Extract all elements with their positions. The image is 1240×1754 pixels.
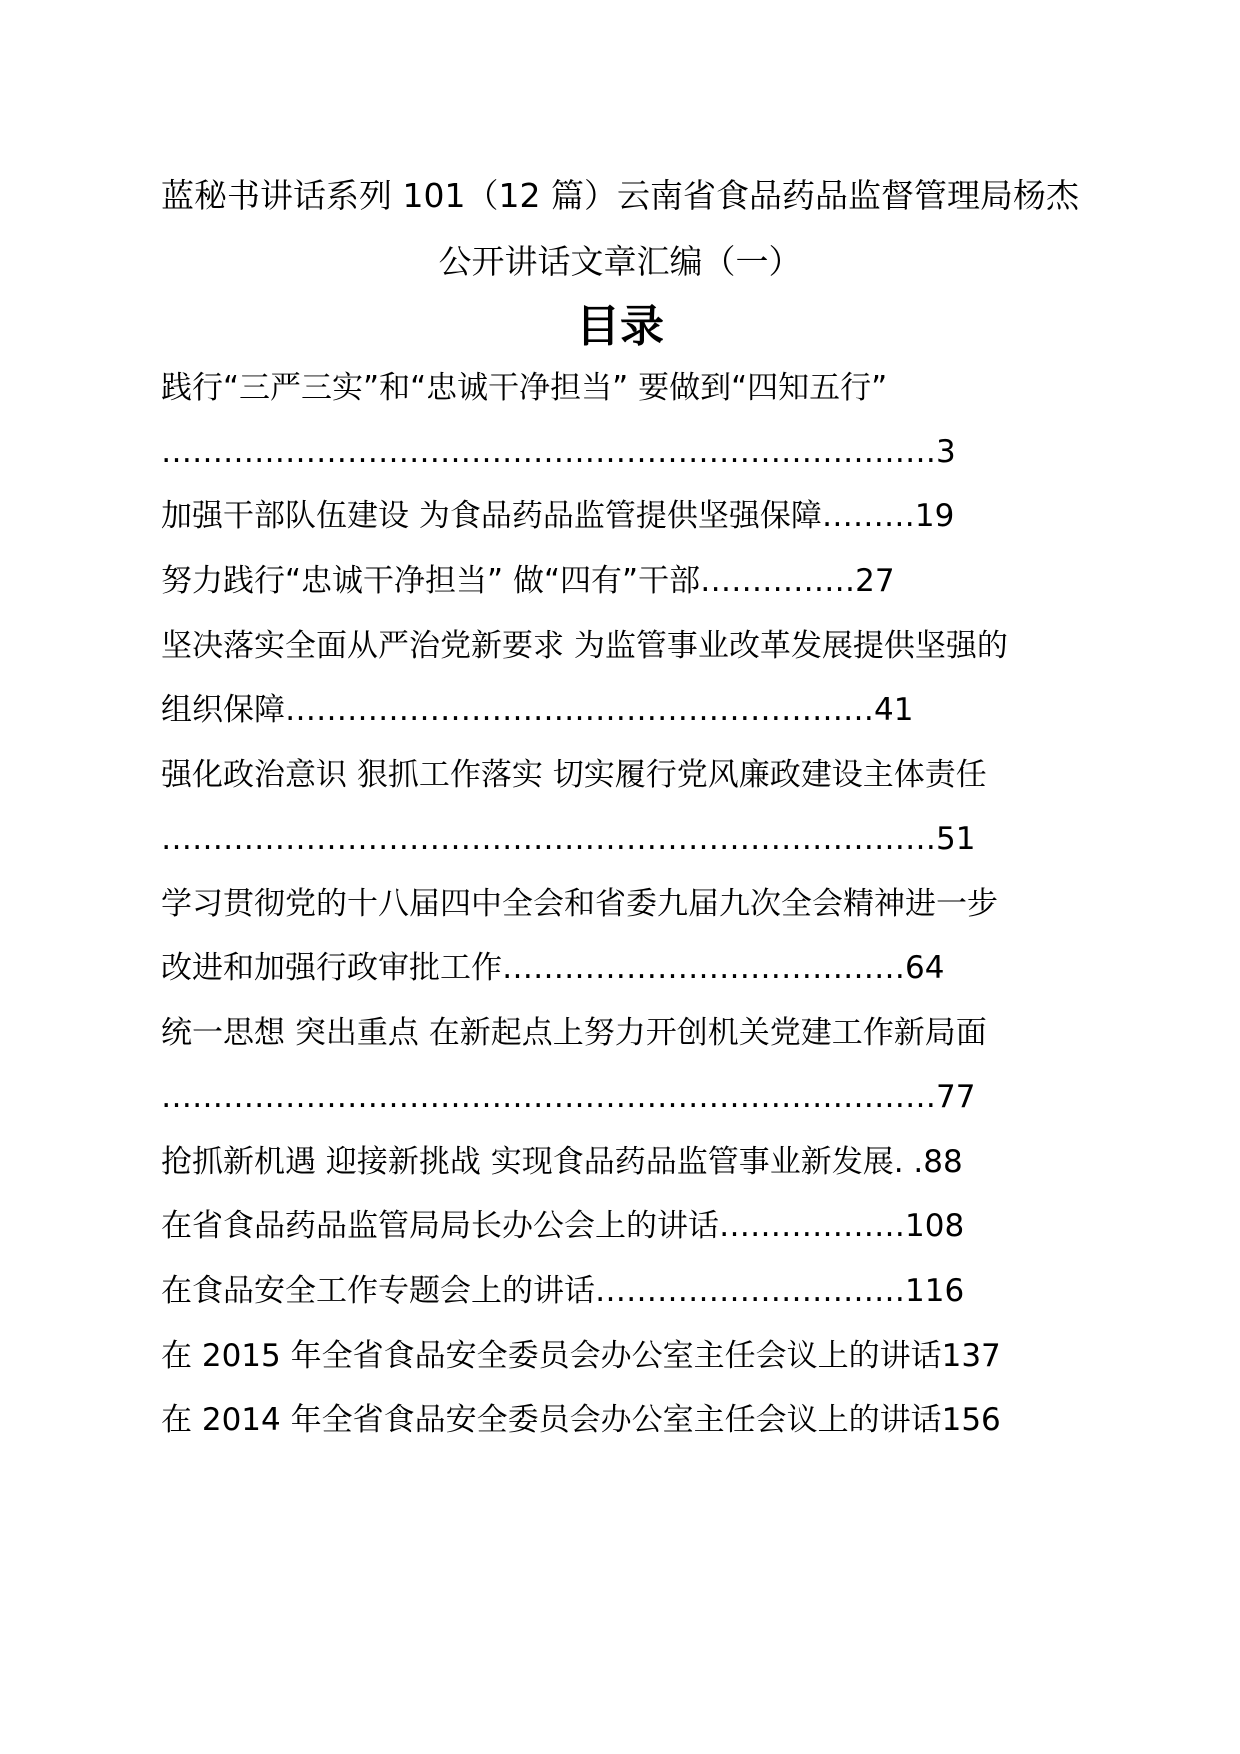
- document-title-line-1: 蓝秘书讲话系列 101（12 篇）云南省食品药品监督管理局杨杰: [161, 176, 1079, 215]
- toc-line: 在 2014 年全省食品安全委员会办公室主任会议上的讲话156: [161, 1402, 1001, 1438]
- toc-line: 在食品安全工作专题会上的讲话…………………………116: [161, 1273, 965, 1309]
- toc-line: 坚决落实全面从严治党新要求 为监管事业改革发展提供坚强的: [161, 628, 1008, 664]
- toc-line: 统一思想 突出重点 在新起点上努力开创机关党建工作新局面: [161, 1015, 987, 1051]
- toc-line: 在 2015 年全省食品安全委员会办公室主任会议上的讲话137: [161, 1338, 1001, 1374]
- toc-line: …………………………………………………………………3: [161, 434, 956, 470]
- toc-line: 组织保障…………………………………………………41: [161, 692, 914, 728]
- toc-line: 改进和加强行政审批工作…………………………………64: [161, 950, 945, 986]
- toc-line: 在省食品药品监管局局长办公会上的讲话………………108: [161, 1208, 965, 1244]
- toc-line: …………………………………………………………………51: [161, 821, 976, 857]
- toc-line: 努力践行“忠诚干净担当” 做“四有”干部……………27: [161, 563, 895, 599]
- toc-line: 学习贯彻党的十八届四中全会和省委九届九次全会精神进一步: [161, 886, 998, 922]
- toc-line: …………………………………………………………………77: [161, 1079, 976, 1115]
- toc-line: 践行“三严三实”和“忠诚干净担当” 要做到“四知五行”: [161, 370, 888, 406]
- toc-line: 强化政治意识 狠抓工作落实 切实履行党风廉政建设主体责任: [161, 757, 987, 793]
- toc-line: 加强干部队伍建设 为食品药品监管提供坚强保障………19: [161, 498, 955, 534]
- document-title-line-2: 公开讲话文章汇编（一）: [438, 242, 802, 281]
- toc-heading: 目录: [576, 301, 664, 352]
- toc-line: 抢抓新机遇 迎接新挑战 实现食品药品监管事业新发展. .88: [161, 1144, 963, 1180]
